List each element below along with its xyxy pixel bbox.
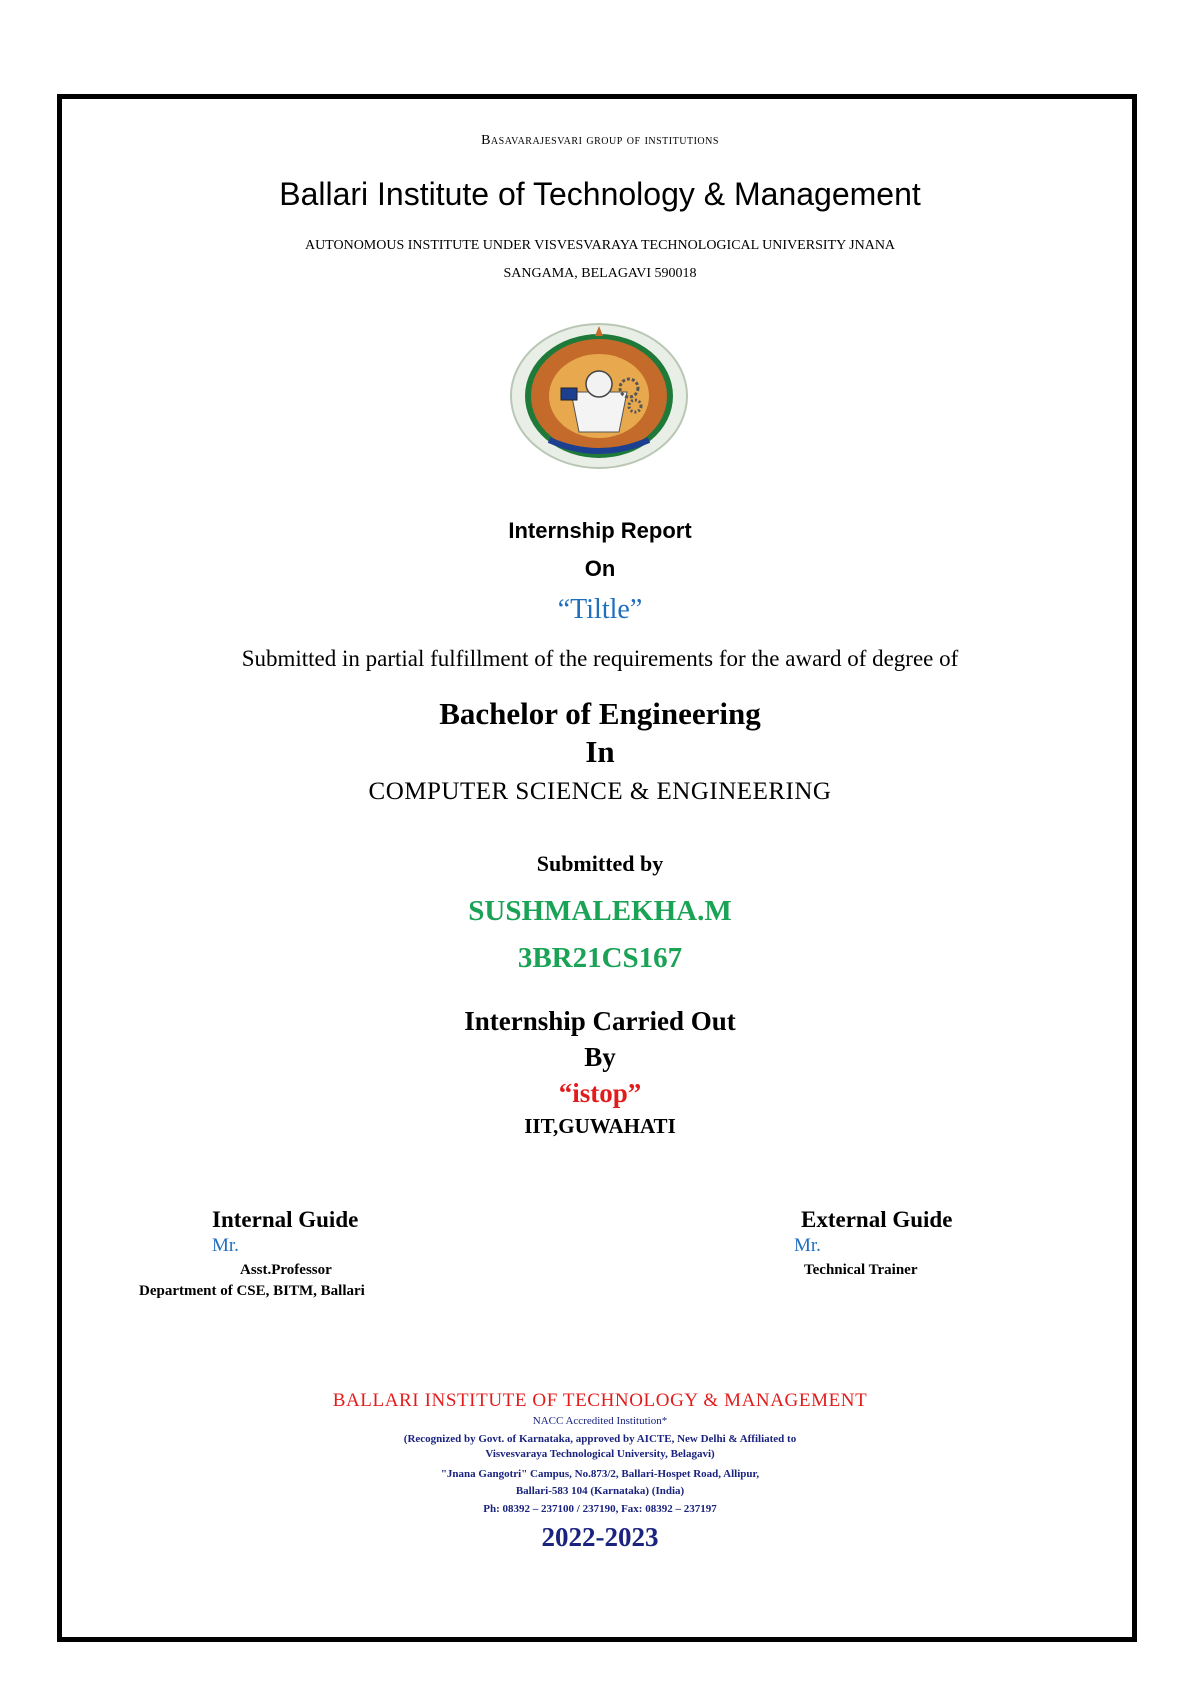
footer-accreditation: NACC Accredited Institution* <box>532 1415 668 1427</box>
student-usn: 3BR21CS167 <box>517 942 683 974</box>
footer-phone: Ph: 08392 – 237100 / 237190, Fax: 08392 – 237197 <box>483 1503 717 1515</box>
group-name: Basavarajesvari group of institutions <box>481 133 719 148</box>
external-guide-name: Mr. <box>794 1235 821 1256</box>
report-on-label: On <box>584 556 616 581</box>
organization-name: “istop” <box>558 1078 642 1108</box>
footer-address-1: "Jnana Gangotri" Campus, No.873/2, Ballari-Hospet Road, Allipur, <box>440 1468 760 1480</box>
external-guide-designation: Technical Trainer <box>804 1262 918 1278</box>
internal-guide-title: Internal Guide <box>212 1207 359 1232</box>
internal-guide-department: Department of CSE, BITM, Ballari <box>139 1283 365 1299</box>
organization-location: IIT,GUWAHATI <box>524 1114 676 1138</box>
footer-recognition-2: Visvesvaraya Technological University, Belagavi) <box>485 1448 715 1460</box>
external-guide-title: External Guide <box>801 1207 953 1232</box>
autonomous-line-2: SANGAMA, BELAGAVI 590018 <box>503 266 697 281</box>
footer-address-2: Ballari-583 104 (Karnataka) (India) <box>515 1485 685 1497</box>
academic-year: 2022-2023 <box>541 1522 659 1552</box>
branch-name: COMPUTER SCIENCE & ENGINEERING <box>368 778 832 805</box>
fulfillment-text: Submitted in partial fulfillment of the requirements for the award of degree of <box>241 646 959 671</box>
university-seal-icon <box>509 322 689 470</box>
submitted-by-label: Submitted by <box>536 851 664 876</box>
footer-institute-name: BALLARI INSTITUTE OF TECHNOLOGY & MANAGEMENT <box>332 1390 868 1411</box>
degree-in-label: In <box>585 734 615 769</box>
internship-by-label: By <box>584 1042 616 1072</box>
footer-recognition-1: (Recognized by Govt. of Karnataka, approved by AICTE, New Delhi & Affiliated to <box>403 1433 797 1445</box>
internal-guide-designation: Asst.Professor <box>240 1262 332 1278</box>
internal-guide-name: Mr. <box>212 1235 239 1256</box>
student-name: SUSHMALEKHA.M <box>468 895 732 927</box>
internship-carried-label: Internship Carried Out <box>464 1006 736 1036</box>
report-label: Internship Report <box>508 518 692 543</box>
institute-name: Ballari Institute of Technology & Management <box>279 176 921 212</box>
report-title: “Tiltle” <box>557 594 643 625</box>
autonomous-line-1: AUTONOMOUS INSTITUTE UNDER VISVESVARAYA TECHNOLOGICAL UNIVERSITY JNANA <box>304 238 896 253</box>
degree-name: Bachelor of Engineering <box>439 696 761 731</box>
